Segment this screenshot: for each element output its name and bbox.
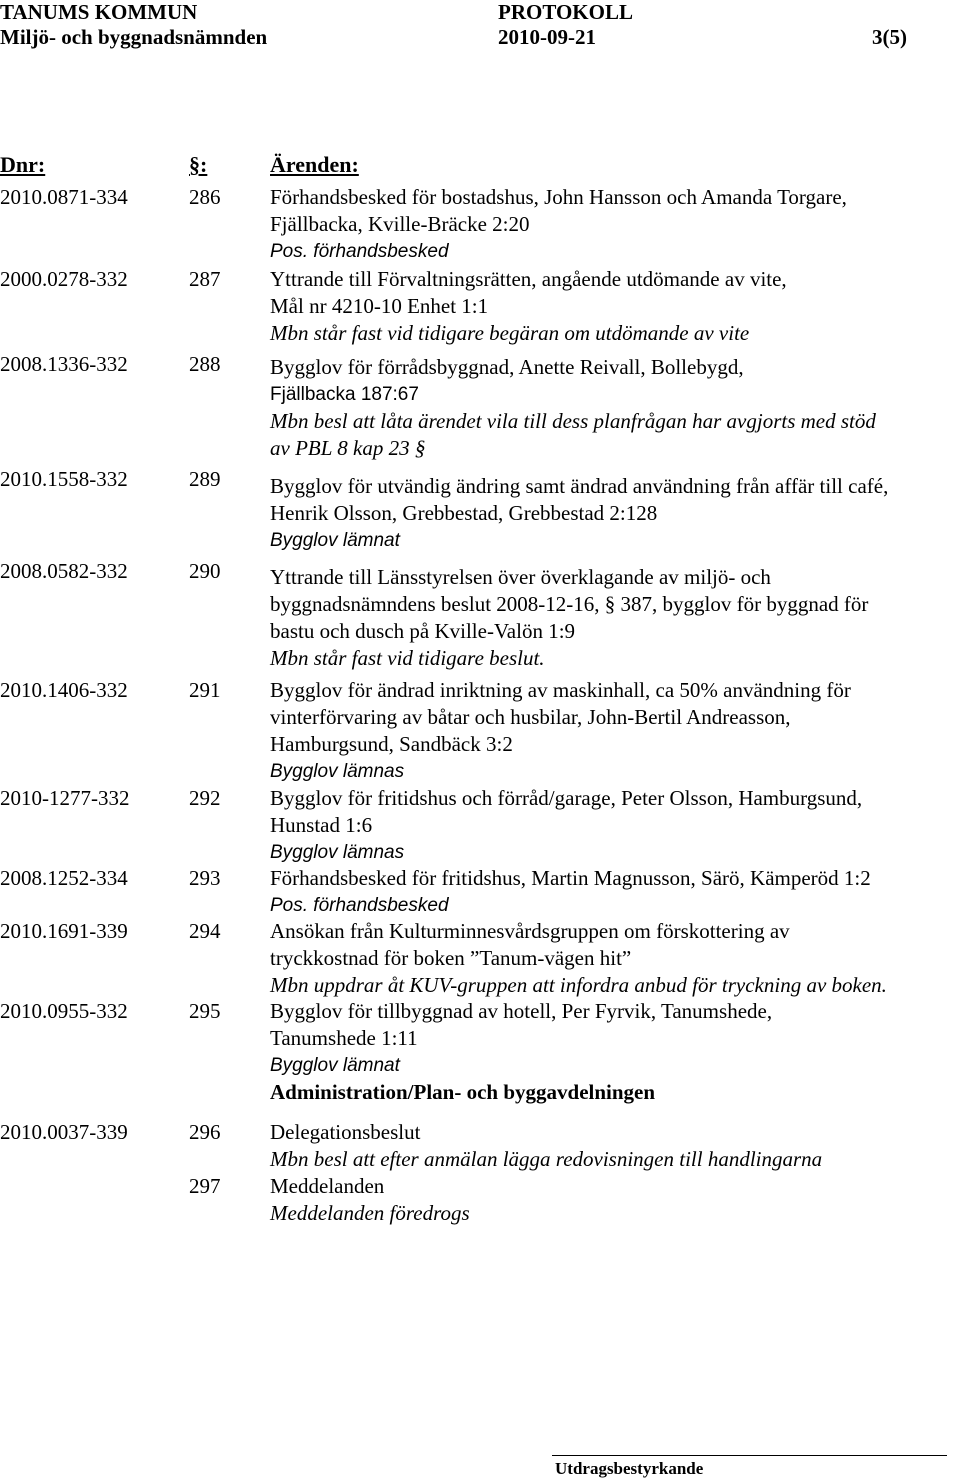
item-dnr: 2008.0582-332 bbox=[0, 559, 128, 583]
item-text bbox=[270, 918, 960, 999]
item-decision: Pos. förhandsbesked bbox=[270, 895, 449, 916]
item-text bbox=[270, 1119, 960, 1173]
item-decision: Bygglov lämnat bbox=[270, 1055, 400, 1076]
item-line: Fjällbacka 187:67 bbox=[270, 384, 419, 405]
item-dnr: 2000.0278-332 bbox=[0, 267, 128, 291]
item-line: Yttrande till Länsstyrelsen över överklagande av miljö- och bbox=[270, 565, 771, 589]
item-paragraph: 289 bbox=[189, 467, 221, 491]
item-decision: Bygglov lämnas bbox=[270, 842, 405, 863]
item-decision: Mbn står fast vid tidigare beslut. bbox=[270, 646, 545, 670]
item-line: Fjällbacka, Kville-Bräcke 2:20 bbox=[270, 212, 530, 236]
item-line: tryckkostnad för boken ”Tanum-vägen hit” bbox=[270, 946, 632, 970]
item-line: Bygglov för fritidshus och förråd/garage, Peter Olsson, Hamburgsund, bbox=[270, 786, 863, 810]
section-heading: Administration/Plan- och byggavdelningen bbox=[270, 1080, 656, 1104]
item-text bbox=[270, 184, 960, 265]
item-text bbox=[270, 354, 960, 462]
item-dnr: 2010.0871-334 bbox=[0, 185, 128, 209]
item-text bbox=[270, 998, 960, 1079]
item-dnr: 2010.1406-332 bbox=[0, 678, 128, 702]
item-decision: Meddelanden föredrogs bbox=[270, 1201, 470, 1225]
item-line: byggnadsnämndens beslut 2008-12-16, § 387, bygglov för byggnad för bbox=[270, 592, 869, 616]
item-line: Yttrande till Förvaltningsrätten, angående utdömande av vite, bbox=[270, 267, 787, 291]
item-paragraph: 297 bbox=[189, 1174, 221, 1198]
item-decision: Mbn besl att låta ärendet vila till dess planfrågan har avgjorts med stöd bbox=[270, 409, 876, 433]
item-dnr: 2010-1277-332 bbox=[0, 786, 130, 810]
item-line: Henrik Olsson, Grebbestad, Grebbestad 2:128 bbox=[270, 501, 658, 525]
certification-label: Utdragsbestyrkande bbox=[555, 1459, 704, 1478]
item-decision: Mbn står fast vid tidigare begäran om utdömande av vite bbox=[270, 321, 750, 345]
item-text bbox=[270, 785, 960, 866]
item-line: Ansökan från Kulturminnesvårdsgruppen om förskottering av bbox=[270, 919, 790, 943]
org-name: TANUMS KOMMUN bbox=[0, 0, 198, 24]
item-line: vinterförvaring av båtar och husbilar, John-Bertil Andreasson, bbox=[270, 705, 791, 729]
item-dnr: 2010.0037-339 bbox=[0, 1120, 128, 1144]
document-type: PROTOKOLL bbox=[498, 0, 633, 24]
item-line: Meddelanden bbox=[270, 1174, 385, 1198]
item-line: bastu och dusch på Kville-Valön 1:9 bbox=[270, 619, 576, 643]
item-paragraph: 293 bbox=[189, 866, 221, 890]
item-line: Hunstad 1:6 bbox=[270, 813, 373, 837]
item-decision: Bygglov lämnat bbox=[270, 530, 400, 551]
column-heading-paragraph: §: bbox=[189, 152, 208, 177]
item-text bbox=[270, 564, 960, 672]
item-dnr: 2010.1691-339 bbox=[0, 919, 128, 943]
item-decision: Mbn uppdrar åt KUV-gruppen att infordra anbud för tryckning av boken. bbox=[270, 973, 887, 997]
committee-name: Miljö- och byggnadsnämnden bbox=[0, 25, 268, 49]
item-line: Tanumshede 1:11 bbox=[270, 1026, 418, 1050]
item-paragraph: 290 bbox=[189, 559, 221, 583]
item-text bbox=[270, 266, 960, 347]
column-heading-matters: Ärenden: bbox=[270, 152, 359, 177]
item-paragraph: 288 bbox=[189, 352, 221, 376]
item-line: Bygglov för tillbyggnad av hotell, Per Fyrvik, Tanumshede, bbox=[270, 999, 773, 1023]
item-paragraph: 291 bbox=[189, 678, 221, 702]
signature-divider bbox=[552, 1455, 947, 1456]
item-line: Bygglov för ändrad inriktning av maskinhall, ca 50% användning för bbox=[270, 678, 851, 702]
item-line: Bygglov för utvändig ändring samt ändrad användning från affär till café, bbox=[270, 474, 889, 498]
item-decision: av PBL 8 kap 23 § bbox=[270, 436, 426, 460]
item-text bbox=[270, 865, 960, 919]
meeting-date: 2010-09-21 bbox=[498, 25, 596, 49]
item-text bbox=[270, 473, 960, 554]
item-dnr: 2008.1252-334 bbox=[0, 866, 128, 890]
item-paragraph: 295 bbox=[189, 999, 221, 1023]
item-line: Mål nr 4210-10 Enhet 1:1 bbox=[270, 294, 489, 318]
item-decision: Pos. förhandsbesked bbox=[270, 241, 449, 262]
item-decision: Bygglov lämnas bbox=[270, 761, 405, 782]
item-line: Förhandsbesked för fritidshus, Martin Magnusson, Särö, Kämperöd 1:2 bbox=[270, 866, 871, 890]
item-line: Bygglov för förrådsbyggnad, Anette Reivall, Bollebygd, bbox=[270, 355, 744, 379]
item-line: Delegationsbeslut bbox=[270, 1120, 421, 1144]
item-paragraph: 294 bbox=[189, 919, 221, 943]
item-dnr: 2010.1558-332 bbox=[0, 467, 128, 491]
item-line: Hamburgsund, Sandbäck 3:2 bbox=[270, 732, 513, 756]
item-line: Förhandsbesked för bostadshus, John Hansson och Amanda Torgare, bbox=[270, 185, 847, 209]
item-paragraph: 296 bbox=[189, 1120, 221, 1144]
item-text bbox=[270, 677, 960, 785]
item-dnr: 2008.1336-332 bbox=[0, 352, 128, 376]
item-paragraph: 286 bbox=[189, 185, 221, 209]
item-paragraph: 292 bbox=[189, 786, 221, 810]
item-paragraph: 287 bbox=[189, 267, 221, 291]
item-dnr: 2010.0955-332 bbox=[0, 999, 128, 1023]
column-heading-dnr: Dnr: bbox=[0, 152, 46, 177]
page-number: 3(5) bbox=[872, 25, 907, 49]
item-decision: Mbn besl att efter anmälan lägga redovisningen till handlingarna bbox=[270, 1147, 823, 1171]
item-text bbox=[270, 1173, 960, 1227]
